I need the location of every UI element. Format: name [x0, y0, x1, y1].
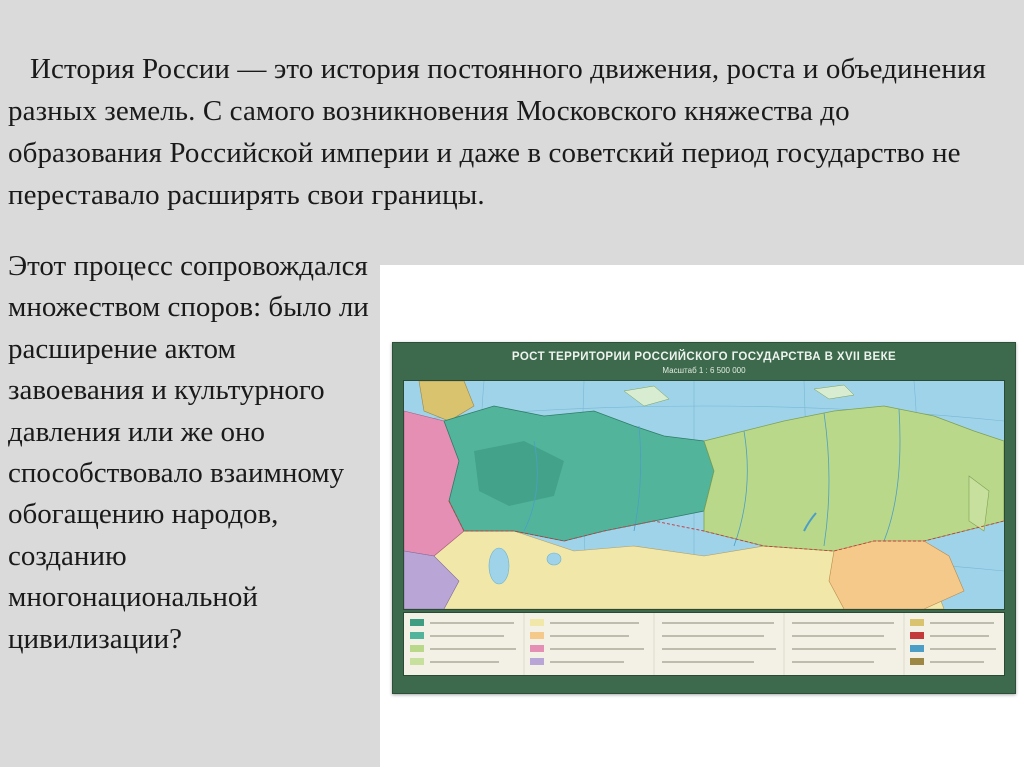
map-legend-image [404, 613, 1004, 675]
intro-text: История России — это история постоянного движения, роста и объединения разных земель. С самого возникновения Московского княжества до образования Российской империи и даже в советский период государство не переставало расширять свои границы. [8, 53, 986, 211]
map-scale: Масштаб 1 : 6 500 000 [662, 366, 746, 375]
intro-paragraph [8, 48, 1008, 216]
map-body [403, 380, 1005, 610]
map-legend [403, 612, 1005, 676]
map-footer [403, 679, 1003, 689]
map-title: РОСТ ТЕРРИТОРИИ РОССИЙСКОГО ГОСУДАРСТВА В XVII ВЕКЕ [511, 351, 897, 363]
map-panel [380, 265, 1024, 767]
side-paragraph: Этот процесс сопровождался множеством споров: было ли расширение актом завоевания и культурного давления или же оно способствовало взаимному обогащению народов, созданию многонациональной цивилизации? [8, 250, 369, 655]
map-image [404, 381, 1004, 609]
historical-map [392, 342, 1016, 694]
